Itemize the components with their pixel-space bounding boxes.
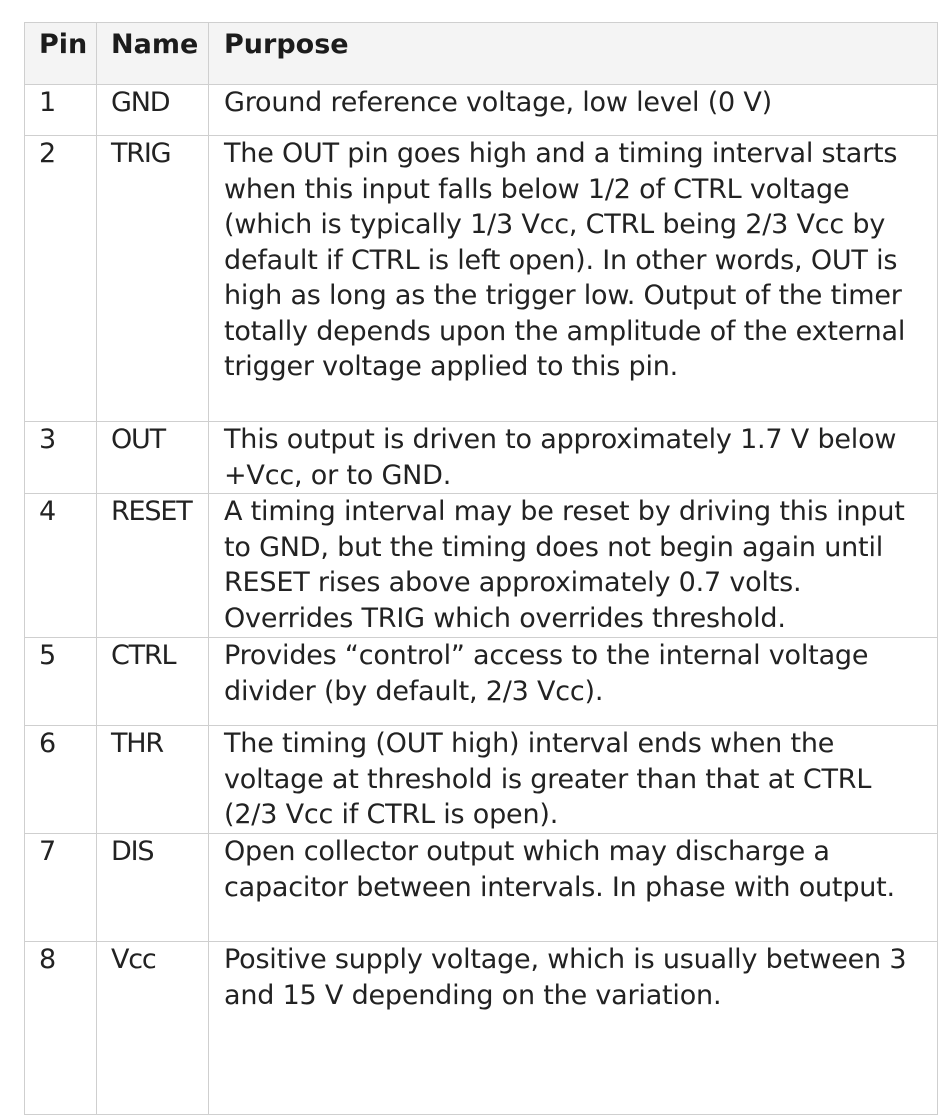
pin-number-cell: 1 [25, 85, 97, 136]
table-row [25, 834, 938, 942]
pin-name-cell: CTRL [97, 638, 209, 726]
pin-name-cell: RESET [97, 494, 209, 638]
pin-description-table [24, 22, 938, 1115]
pin-purpose-cell: The timing (OUT high) interval ends when the voltage at threshold is greater than that at CTRL (2/3 Vcc if CTRL is open). [209, 726, 938, 834]
pin-name-cell: OUT [97, 422, 209, 494]
table-row [25, 942, 938, 1115]
pin-purpose-cell: This output is driven to approximately 1.7 V below +Vcc, or to GND. [209, 422, 938, 494]
table-row [25, 136, 938, 422]
table-header [25, 23, 938, 85]
pin-purpose-cell: Provides “control” access to the internal voltage divider (by default, 2/3 Vcc). [209, 638, 938, 726]
pin-number-cell: 8 [25, 942, 97, 1115]
pin-purpose-cell: Ground reference voltage, low level (0 V) [209, 85, 938, 136]
pin-name-cell: TRIG [97, 136, 209, 422]
pin-number-cell: 2 [25, 136, 97, 422]
table-row [25, 422, 938, 494]
pin-name-cell: THR [97, 726, 209, 834]
pin-number-cell: 7 [25, 834, 97, 942]
pin-number-cell: 4 [25, 494, 97, 638]
header-name: Name [97, 23, 209, 85]
pin-name-cell: GND [97, 85, 209, 136]
pin-number-cell: 3 [25, 422, 97, 494]
pin-number-cell: 6 [25, 726, 97, 834]
table-row [25, 85, 938, 136]
table-row [25, 726, 938, 834]
pin-purpose-cell: A timing interval may be reset by driving this input to GND, but the timing does not begin again until RESET rises above approximately 0.7 volts. Overrides TRIG which overrides threshold. [209, 494, 938, 638]
header-pin: Pin [25, 23, 97, 85]
pin-purpose-cell: The OUT pin goes high and a timing interval starts when this input falls below 1/2 of CTRL voltage (which is typically 1/3 Vcc, CTRL being 2/3 Vcc by default if CTRL is left open). In other words, OUT is high as long as the trigger low. Output of the timer totally depends upon the amplitude of the external trigger voltage applied to this pin. [209, 136, 938, 422]
pin-number-cell: 5 [25, 638, 97, 726]
table-body [25, 85, 938, 1115]
header-purpose: Purpose [209, 23, 938, 85]
pin-purpose-cell: Positive supply voltage, which is usually between 3 and 15 V depending on the variation. [209, 942, 938, 1115]
header-row [25, 23, 938, 85]
pin-name-cell: DIS [97, 834, 209, 942]
pin-name-cell: Vcc [97, 942, 209, 1115]
table-row [25, 494, 938, 638]
table-row [25, 638, 938, 726]
pin-purpose-cell: Open collector output which may discharge a capacitor between intervals. In phase with output. [209, 834, 938, 942]
